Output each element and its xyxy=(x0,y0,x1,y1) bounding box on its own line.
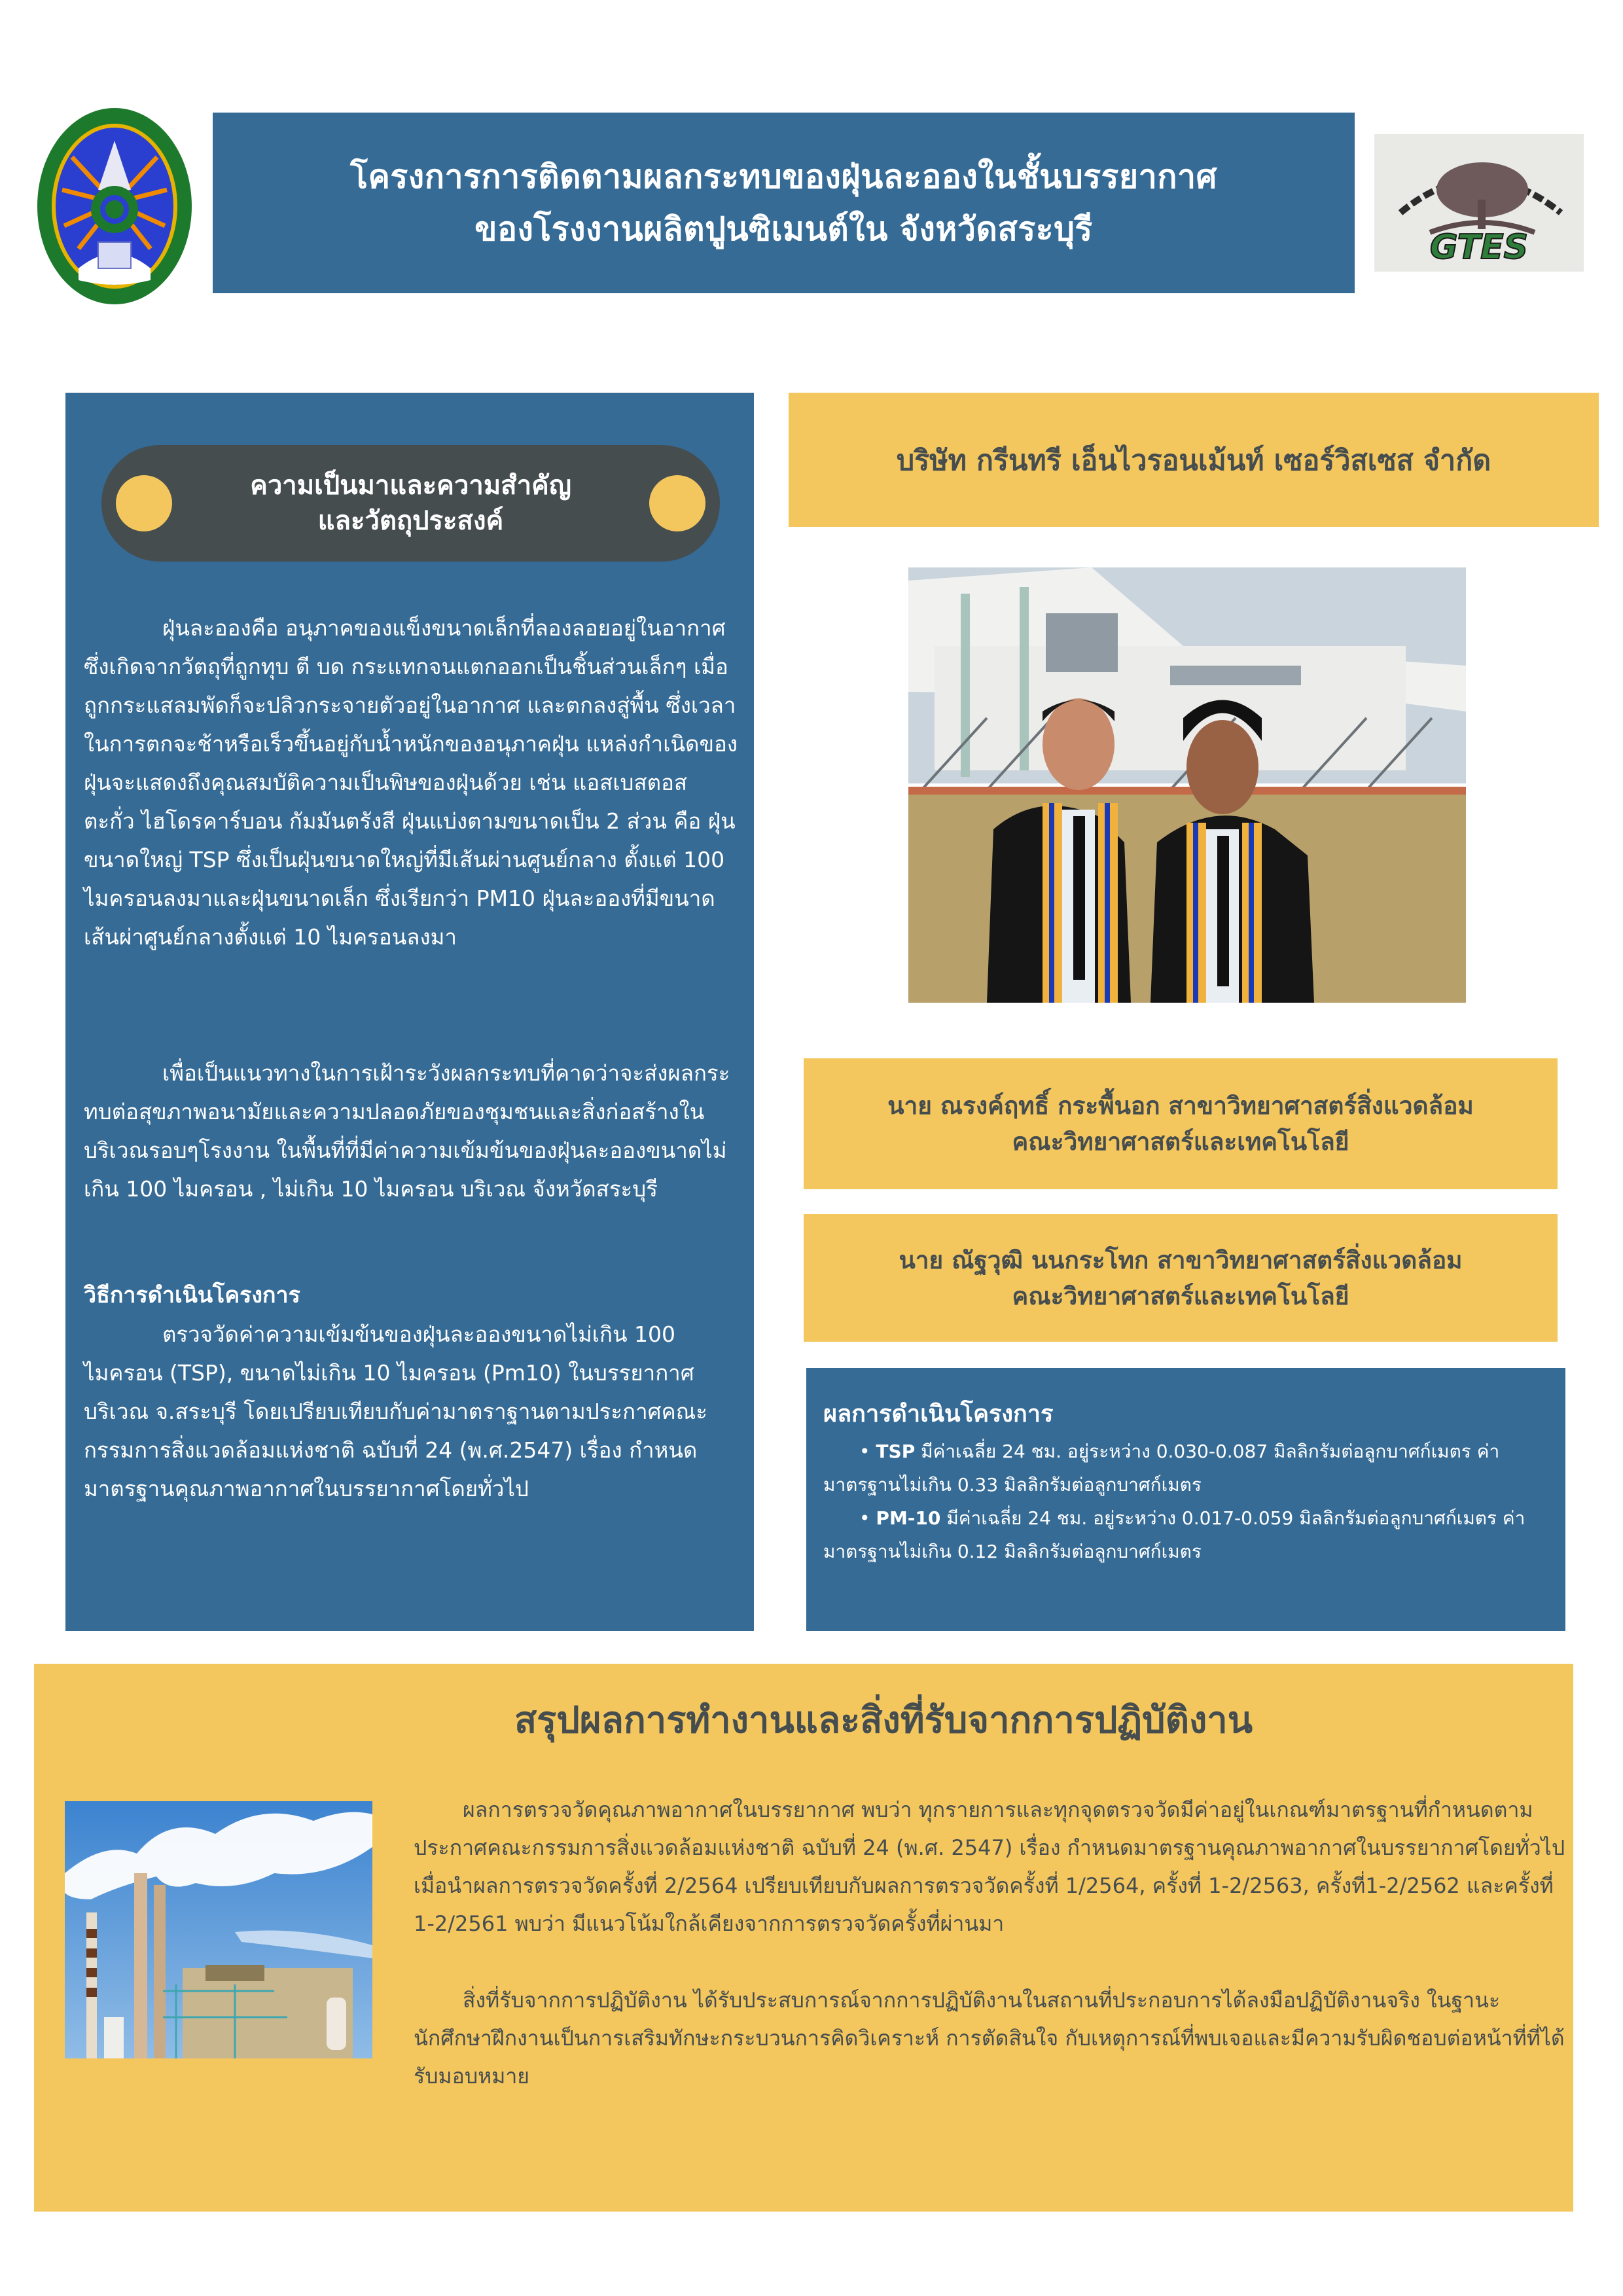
summary-paragraph-2: สิ่งที่รับจากการปฏิบัติงาน ได้รับประสบการณ์จากการปฏิบัติงานในสถานที่ประกอบการได้ลงมือปฏิบัติงานจริง ในฐานะนักศึกษาฝึกงานเป็นการเสริมทักษะกระบวนการคิดวิเคราะห์ การตัดสินใจ กับเหตุการณ์ที่พบเจอและมีความรับผิดชอบต่อหน้าที่ที่ได้รับมอบหมาย xyxy=(414,1988,1565,2089)
student-card-2 xyxy=(804,1214,1558,1342)
intro-paragraph-2: เพื่อเป็นแนวทางในการเฝ้าระวังผลกระทบที่คาดว่าจะส่งผลกระทบต่อสุขภาพอนามัยและความปลอดภัยของชุมชนและสิ่งก่อสร้างในบริเวณรอบๆโรงงาน ในพื้นที่ที่มีค่าความเข้มข้นของฝุ่นละอองขนาดไม่เกิน 100 ไมครอน , ไม่เกิน 10 ไมครอน บริเวณ จังหวัดสระบุรี xyxy=(84,1060,730,1202)
result-label: PM-10 xyxy=(876,1507,941,1529)
section-heading-line-1: ความเป็นมาและความสำคัญ xyxy=(250,471,571,501)
project-title-banner xyxy=(213,113,1355,293)
bullet-icon: • xyxy=(859,1507,870,1529)
student-2-name-dept: นาย ณัฐวุฒิ นนกระโทก สาขาวิทยาศาสตร์สิ่งแวดล้อม xyxy=(899,1246,1463,1274)
university-seal-logo xyxy=(33,105,196,308)
result-text: มีค่าเฉลี่ย 24 ชม. อยู่ระหว่าง 0.017-0.059 มิลลิกรัมต่อลูกบาศก์เมตร ค่ามาตรฐานไม่เกิน 0.12 มิลลิกรัมต่อลูกบาศก์เมตร xyxy=(823,1507,1525,1562)
student-card-1 xyxy=(804,1058,1558,1189)
project-title-line-2: ของโรงงานผลิตปูนซิเมนต์ใน จังหวัดสระบุรี xyxy=(474,210,1093,248)
student-1-name-dept: นาย ณรงค์ฤทธิ์ กระพื้นอก สาขาวิทยาศาสตร์สิ่งแวดล้อม xyxy=(887,1092,1474,1120)
student-1-faculty: คณะวิทยาศาสตร์และเทคโนโลยี xyxy=(1012,1128,1349,1156)
result-text: มีค่าเฉลี่ย 24 ชม. อยู่ระหว่าง 0.030-0.087 มิลลิกรัมต่อลูกบาศก์เมตร ค่ามาตรฐานไม่เกิน 0.33 มิลลิกรัมต่อลูกบาศก์เมตร xyxy=(823,1441,1500,1496)
intro-paragraph-1: ฝุ่นละอองคือ อนุภาคของแข็งขนาดเล็กที่ลองลอยอยู่ในอากาศ ซึ่งเกิดจากวัตถุที่ถูกทุบ ตี บด กระแทกจนแตกออกเป็นชิ้นส่วนเล็กๆ เมื่อถูกกระแสลมพัดก็จะปลิวกระจายตัวอยู่ในอากาศ และตกลงสู่พื้น ซึ่งเวลาในการตกจะช้าหรือเร็วขึ้นอยู่กับน้ำหนักของอนุภาคฝุ่น แหล่งกำเนิดของฝุ่นจะแสดงถึงคุณสมบัติความเป็นพิษของฝุ่นด้วย เช่น แอสเบสตอส ตะกั่ว ไฮโดรคาร์บอน กัมมันตรังสี ฝุ่นแบ่งตามขนาดเป็น 2 ส่วน คือ ฝุ่นขนาดใหญ่ TSP ซึ่งเป็นฝุ่นขนาดใหญ่ที่มีเส้นผ่านศูนย์กลาง ตั้งแต่ 100 ไมครอนลงมาและฝุ่นขนาดเล็ก ซึ่งเรียกว่า PM10 ฝุ่นละอองที่มีขนาดเส้นผ่าศูนย์กลางตั้งแต่ 10 ไมครอนลงมา xyxy=(84,615,738,950)
results-heading: ผลการดำเนินโครงการ xyxy=(823,1401,1054,1427)
svg-text:GTES: GTES xyxy=(1429,228,1529,267)
gtes-company-logo xyxy=(1374,134,1584,272)
result-label: TSP xyxy=(876,1441,916,1462)
result-item-tsp xyxy=(823,1435,1560,1501)
company-name-banner xyxy=(789,393,1599,527)
two-graduates-photo xyxy=(908,567,1466,1003)
result-item-pm10 xyxy=(823,1501,1560,1568)
summary-title: สรุปผลการทำงานและสิ่งที่รับจากการปฏิบัติงาน xyxy=(514,1699,1253,1742)
bullet-icon: • xyxy=(859,1441,870,1462)
method-heading: วิธีการดำเนินโครงการ xyxy=(84,1282,300,1308)
company-name: บริษัท กรีนทรี เอ็นไวรอนเม้นท์ เซอร์วิสเซส จำกัด xyxy=(896,444,1491,477)
factory-smokestacks-photo xyxy=(65,1801,372,2058)
project-title-line-1: โครงการการติดตามผลกระทบของฝุ่นละอองในชั้นบรรยากาศ xyxy=(350,158,1217,196)
section-heading-line-2: และวัตถุประสงค์ xyxy=(317,506,504,536)
pill-dot-right xyxy=(649,475,705,531)
method-paragraph: ตรวจวัดค่าความเข้มข้นของฝุ่นละอองขนาดไม่เกิน 100 ไมครอน (TSP), ขนาดไม่เกิน 10 ไมครอน (Pm10) ในบรรยากาศ บริเวณ จ.สระบุรี โดยเปรียบเทียบกับค่ามาตราฐานตามประกาศคณะกรรมการสิ่งแวดล้อมแห่งชาติ ฉบับที่ 24 (พ.ศ.2547) เรื่อง กำหนดมาตรฐานคุณภาพอากาศในบรรยากาศโดยทั่วไป xyxy=(84,1321,707,1501)
section-heading-pill xyxy=(101,445,720,562)
pill-dot-left xyxy=(116,475,172,531)
summary-paragraph-1: ผลการตรวจวัดคุณภาพอากาศในบรรยากาศ พบว่า ทุกรายการและทุกจุดตรวจวัดมีค่าอยู่ในเกณฑ์มาตรฐานที่กำหนดตามประกาศคณะกรรมการสิ่งแวดล้อมแห่งชาติ ฉบับที่ 24 (พ.ศ. 2547) เรื่อง กำหนดมาตรฐานคุณภาพอากาศในบรรยากาศโดยทั่วไป เมื่อนำผลการตรวจวัดครั้งที่ 2/2564 เปรียบเทียบกับผลการตรวจวัดครั้งที่ 1/2564, ครั้งที่ 1-2/2563, ครั้งที่1-2/2562 และครั้งที่ 1-2/2561 พบว่า มีแนวโน้มใกล้เคียงจากการตรวจวัดครั้งที่ผ่านมา xyxy=(414,1797,1565,1936)
student-2-faculty: คณะวิทยาศาสตร์และเทคโนโลยี xyxy=(1012,1282,1349,1310)
